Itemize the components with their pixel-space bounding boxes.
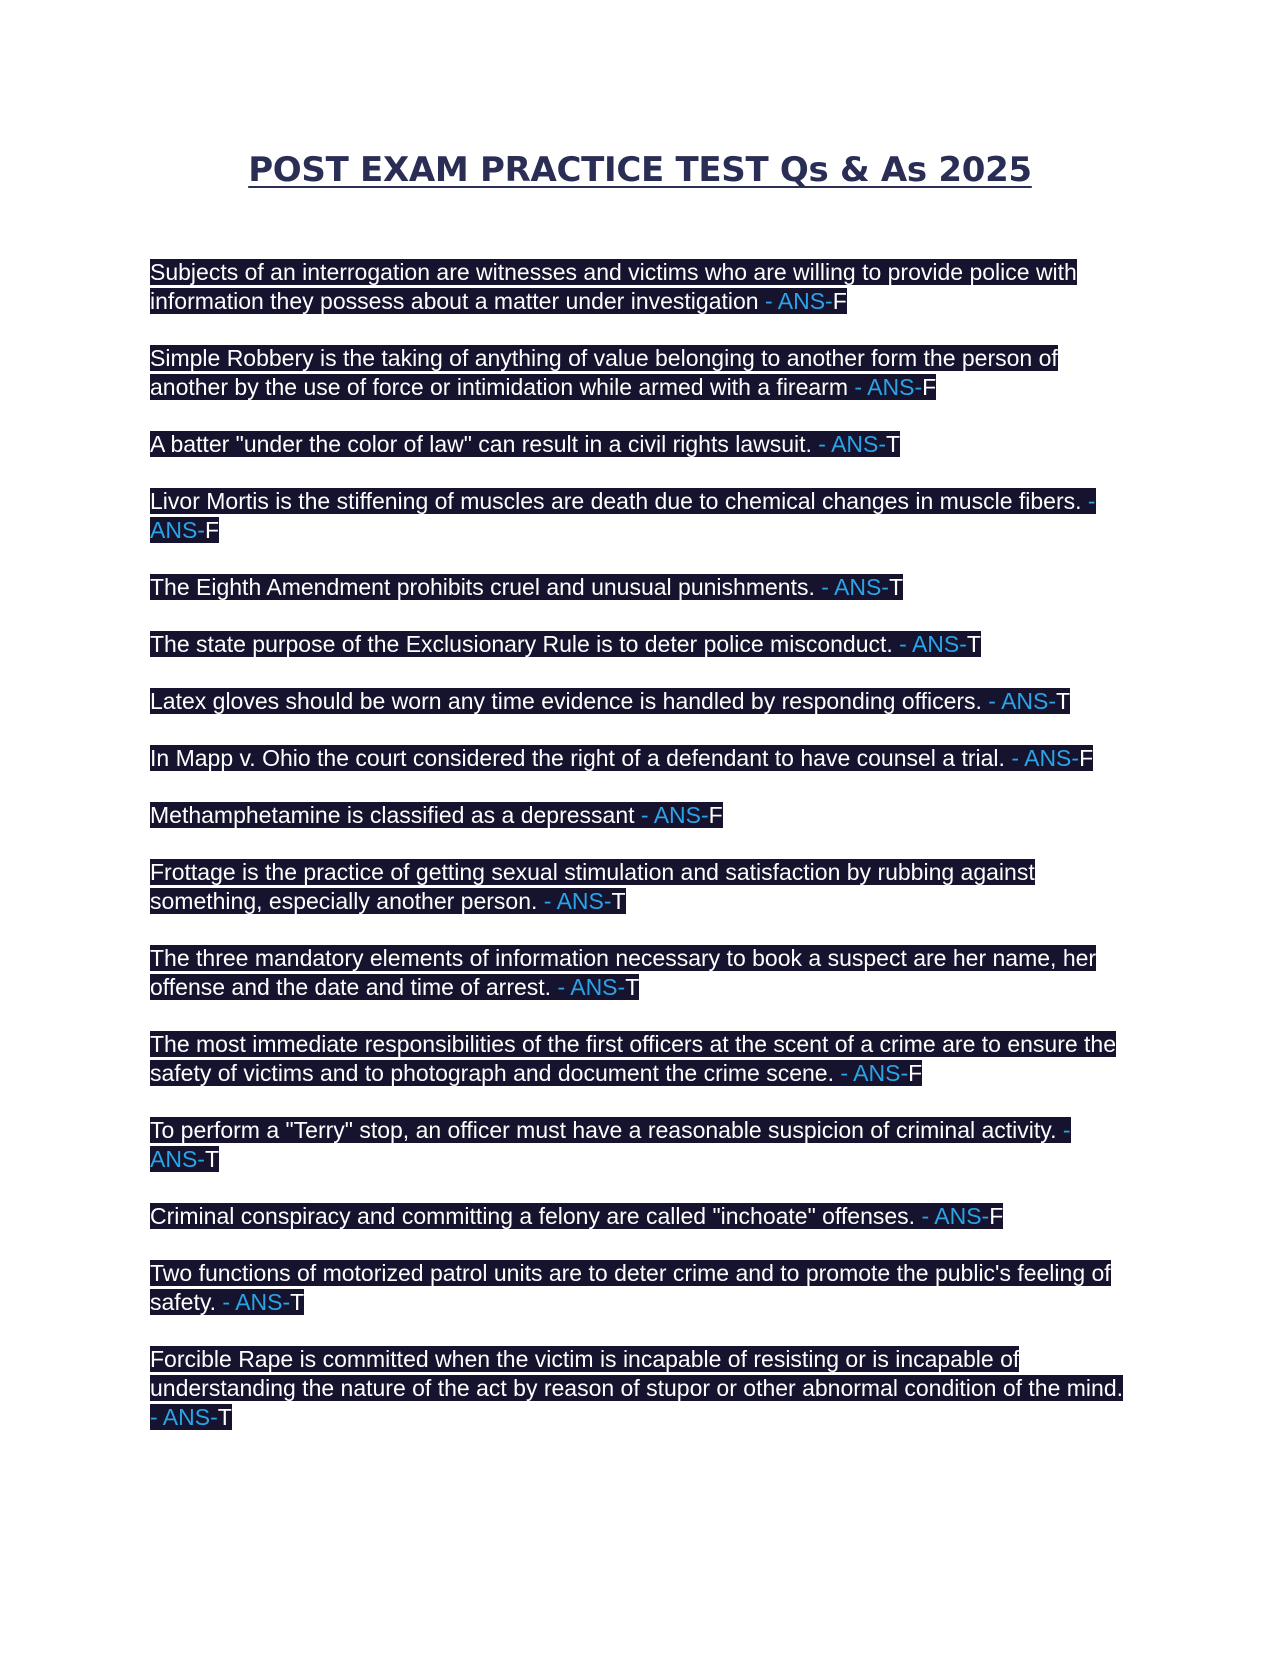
answer-value: F [908, 1060, 923, 1086]
qa-item [150, 858, 1125, 916]
qa-item [150, 1345, 1125, 1432]
question-text: The three mandatory elements of information necessary to book a suspect are her name, her offense and the date and time of arrest. [150, 945, 1097, 1000]
question-text: Frottage is the practice of getting sexual stimulation and satisfaction by rubbing against something, especially another person. [150, 859, 1035, 914]
page-title: POST EXAM PRACTICE TEST Qs & As 2025 [248, 150, 1032, 190]
answer-value: T [290, 1289, 305, 1315]
answer-prefix: - ANS- [150, 488, 1096, 543]
question-text: Two functions of motorized patrol units are to deter crime and to promote the public's feeling of safety. [150, 1260, 1111, 1315]
question-text: The Eighth Amendment prohibits cruel and unusual punishments. [150, 574, 815, 600]
answer-value: T [1056, 688, 1071, 714]
qa-item [150, 573, 1125, 602]
answer-value: T [886, 431, 901, 457]
qa-item [150, 687, 1125, 716]
answer-value: F [204, 517, 220, 543]
question-text: In Mapp v. Ohio the court considered the right of a defendant to have counsel a trial. [150, 745, 1005, 771]
qa-item [150, 744, 1125, 773]
question-text: To perform a "Terry" stop, an officer must have a reasonable suspicion of criminal activity. [150, 1117, 1057, 1143]
answer-value: F [989, 1203, 1004, 1229]
answer-value: F [922, 374, 937, 400]
question-text: Forcible Rape is committed when the victim is incapable of resisting or is incapable of understanding the nature of the act by reason of stupor or other abnormal condition of the mind. [150, 1346, 1123, 1401]
qa-item [150, 801, 1125, 830]
answer-prefix: - ANS- [216, 1289, 291, 1315]
question-text: The most immediate responsibilities of the first officers at the scent of a crime are to ensure the safety of victims and to photograph and document the crime scene. [150, 1031, 1117, 1086]
question-text: The state purpose of the Exclusionary Rule is to deter police misconduct. [150, 631, 893, 657]
answer-value: T [625, 974, 640, 1000]
answer-value: F [832, 288, 847, 314]
answer-prefix: - ANS- [981, 688, 1057, 714]
answer-prefix: - ANS- [848, 374, 923, 400]
question-text: Livor Mortis is the stiffening of muscles are death due to chemical changes in muscle fibers. [150, 488, 1082, 514]
answer-prefix: - ANS- [811, 431, 887, 457]
answer-value: T [888, 574, 904, 600]
answer-prefix: - ANS- [758, 288, 833, 314]
answer-value: F [708, 802, 723, 828]
answer-prefix: - ANS- [915, 1203, 990, 1229]
qa-item [150, 944, 1125, 1002]
qa-item [150, 487, 1125, 545]
answer-value: T [217, 1404, 232, 1430]
answer-prefix: - ANS- [1004, 745, 1080, 771]
answer-prefix: - ANS- [537, 888, 612, 914]
question-text: Simple Robbery is the taking of anything of value belonging to another form the person of another by the use of force or intimidation while armed with a firearm [150, 345, 1058, 400]
answer-prefix: - ANS- [150, 1404, 218, 1430]
qa-item [150, 1202, 1125, 1231]
question-text: Subjects of an interrogation are witnesses and victims who are willing to provide police with information they possess about a matter under investigation [150, 259, 1077, 314]
answer-prefix: - ANS- [814, 574, 889, 600]
answer-value: T [204, 1146, 220, 1172]
qa-item [150, 1116, 1125, 1174]
answer-prefix: - ANS- [834, 1060, 909, 1086]
answer-value: T [611, 888, 626, 914]
answer-prefix: - ANS- [892, 631, 967, 657]
qa-item [150, 1259, 1125, 1317]
answer-value: F [1079, 745, 1094, 771]
answer-prefix: - ANS- [551, 974, 626, 1000]
qa-item [150, 430, 1125, 459]
qa-list [150, 258, 1125, 1460]
question-text: Criminal conspiracy and committing a felony are called "inchoate" offenses. [150, 1203, 916, 1229]
answer-prefix: - ANS- [150, 1117, 1071, 1172]
question-text: A batter "under the color of law" can result in a civil rights lawsuit. [150, 431, 812, 457]
qa-item [150, 630, 1125, 659]
answer-value: T [966, 631, 981, 657]
question-text: Latex gloves should be worn any time evidence is handled by responding officers. [150, 688, 982, 714]
qa-item [150, 258, 1125, 316]
question-text: Methamphetamine is classified as a depressant [150, 802, 635, 828]
qa-item [150, 344, 1125, 402]
answer-prefix: - ANS- [634, 802, 709, 828]
qa-item [150, 1030, 1125, 1088]
